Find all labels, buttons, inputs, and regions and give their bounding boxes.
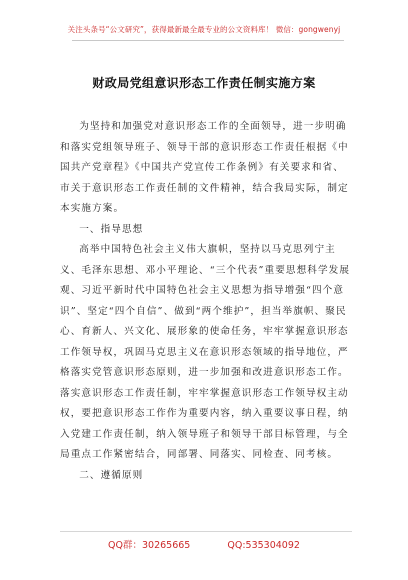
document-title: 财政局党组意识形态工作责任制实施方案	[92, 76, 316, 90]
footer-qq-contact: QQ:535304092	[227, 540, 300, 551]
footer-divider	[60, 531, 352, 532]
header-divider	[72, 40, 344, 41]
section-heading-guiding-ideology: 一、指导思想	[79, 223, 144, 235]
header-banner: 关注头条号“公文研究”，获得最新最全最专业的公文资料库！ 微信：gongwenyj	[67, 25, 341, 34]
footer-qq-group: QQ群：30265665	[108, 540, 191, 551]
paragraph-guiding-ideology: 高举中国特色社会主义伟大旗帜，坚持以马克思列宁主义、毛泽东思想、邓小平理论、“三个代表”重要思想科学发展观、习近平新时代中国特色社会主义思想为指导增强“四个意识”、坚定“四个自信”、做到“两个维护”，担当举旗帜、聚民心、育新人、兴文化、展形象的使命任务，牢牢掌握意识形态工作领导权，巩固马克思主义在意识形态领域的指导地位，严格落实党管意识形态原则，进一步加强和改进意识形态工作。落实意识形态工作责任制，牢牢掌握意识形态工作领导权主动权，要把意识形态工作作为重要内容，纳入重要议事日程，纳入党建工作责任制，纳入领导班子和领导干部目标管理，与全局重点工作紧密结合，同部署、同落实、同检查、同考核。	[60, 244, 351, 460]
section-heading-principles: 二、遵循原则	[79, 469, 144, 481]
footer	[0, 537, 408, 551]
paragraph-intro: 为坚持和加强党对意识形态工作的全面领导，进一步明确和落实党组领导班子、领导干部的意识形态工作责任根据《中国共产党章程》《中国共产党宣传工作条例》有关要求和省、市关于意识形态工作责任制的文件精神，结合我局实际，制定本实施方案。	[60, 121, 349, 214]
document-body	[60, 117, 352, 486]
